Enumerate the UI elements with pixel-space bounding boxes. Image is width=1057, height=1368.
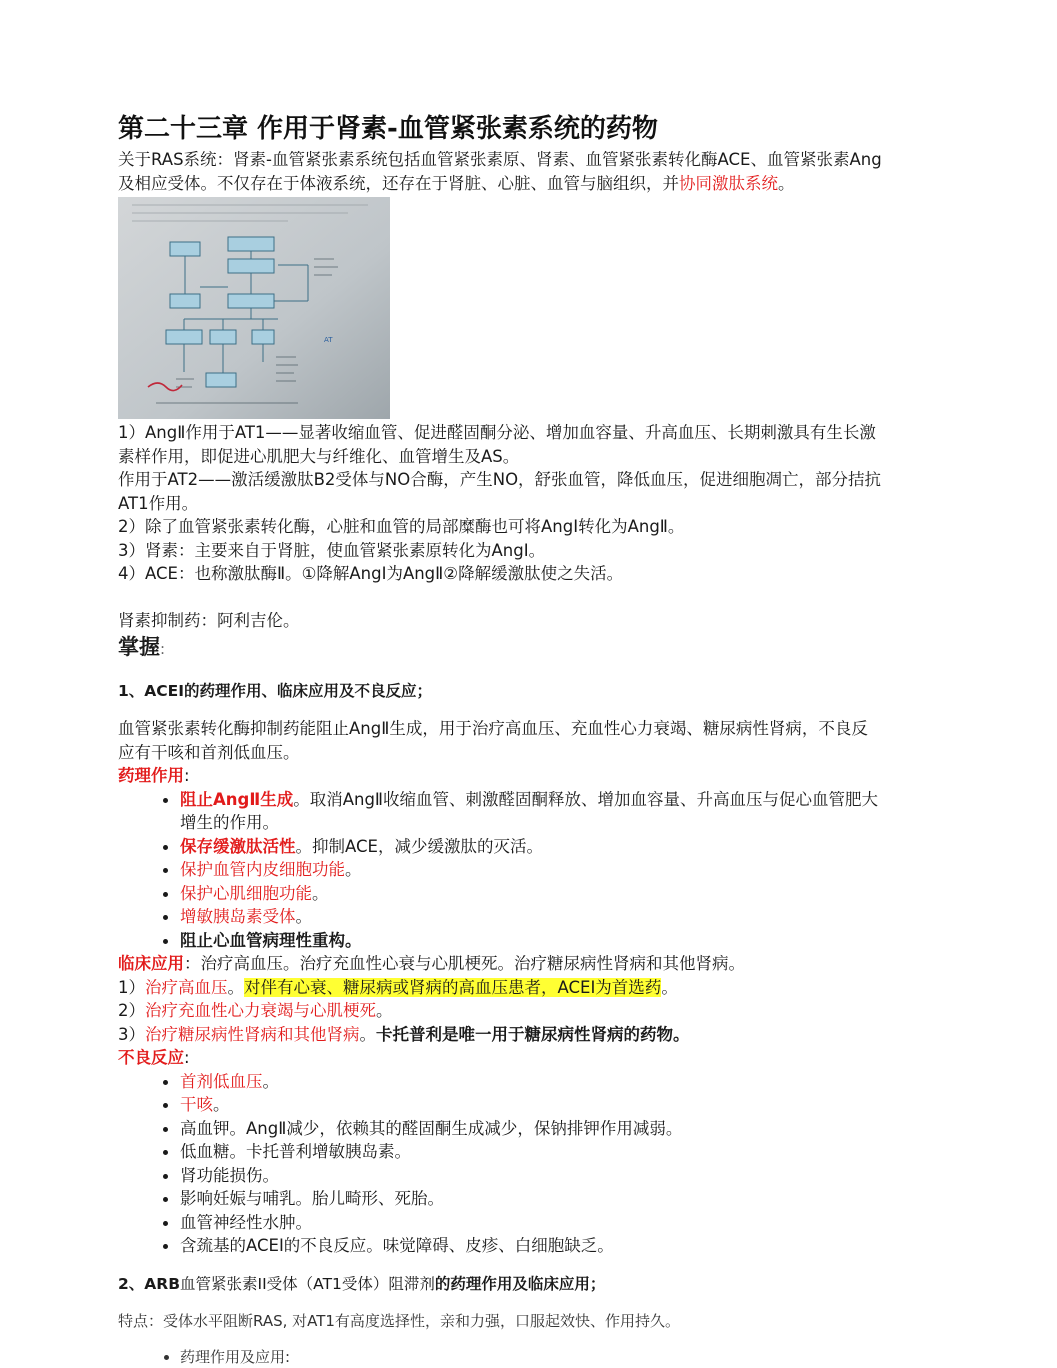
highlighted-text: 对伴有心衰、糖尿病或肾病的高血压患者，ACEI为首选药 <box>244 977 662 997</box>
list-item: • 阻止心血管病理性重构。 <box>180 929 968 953</box>
point-line-6: 3）肾素：主要来自于肾脏，使血管紧张素原转化为AngⅠ。 <box>118 540 546 560</box>
point-line-5: 2）除了血管紧张素转化酶，心脏和血管的局部糜酶也可将AngⅠ转化为AngⅡ。 <box>118 517 685 536</box>
chapter-title: 第二十三章 作用于肾素-血管紧张素系统的药物 <box>118 114 658 144</box>
list-item: • 肾功能损伤。 <box>180 1164 968 1188</box>
adverse-list <box>118 1070 968 1258</box>
list-item: • 高血钾。AngⅡ减少，依赖其的醛固酮生成减少，保钠排钾作用减弱。 <box>180 1117 968 1141</box>
clinical-heading: 临床应用：治疗高血压。治疗充血性心衰与心肌梗死。治疗糖尿病性肾病和其他肾病。 <box>118 954 745 973</box>
list-item: • 药理作用及应用: <box>180 1347 968 1368</box>
ras-diagram-photo <box>118 197 390 419</box>
section2-features: 特点：受体水平阻断RAS, 对AT1有高度选择性，亲和力强，口服起效快、作用持久。 <box>118 1311 680 1330</box>
intro-line-2: 及相应受体。不仅存在于体液系统，还存在于肾脏、心脏、血管与脑组织，并协同激肽系统。 <box>118 173 795 193</box>
clinical-item-3: 3）治疗糖尿病性肾病和其他肾病。卡托普利是唯一用于糖尿病性肾病的药物。 <box>118 1024 690 1044</box>
intro-line-1: 关于RAS系统：肾素-血管紧张素系统包括血管紧张素原、肾素、血管紧张素转化酶ACE、血管紧张素Ang <box>118 150 882 169</box>
list-item: • 低血糖。卡托普利增敏胰岛素。 <box>180 1140 968 1164</box>
diagram-box-b2-receptor <box>166 330 202 344</box>
section1-desc-1: 血管紧张素转化酶抑制药能阻止AngⅡ生成，用于治疗高血压、充血性心力衰竭、糖尿病性肾病，不良反 <box>118 719 868 738</box>
spacer <box>118 586 968 609</box>
list-item: • 血管神经性水肿。 <box>180 1211 968 1235</box>
section2-list <box>118 1347 968 1368</box>
pharm-heading: 药理作用: <box>118 766 190 785</box>
list-item: • 保护血管内皮细胞功能。 <box>180 858 968 882</box>
section1-desc-2: 应有干咳和首剂低血压。 <box>118 742 300 762</box>
point-line-1: 1）AngⅡ作用于AT1——显著收缩血管、促进醛固酮分泌、增加血容量、升高血压、长期刺激具有生长激 <box>118 423 876 442</box>
diagram-box-bradykininogen <box>170 242 200 256</box>
list-item: • 阻止AngⅡ生成。取消AngⅡ收缩血管、刺激醛固酮释放、增加血容量、升高血压与促心血管肥大 增生的作用。 <box>180 788 968 835</box>
list-item: • 保护心肌细胞功能。 <box>180 882 968 906</box>
diagram-box-at2 <box>252 330 274 344</box>
list-item: • 影响妊娠与哺乳。胎儿畸形、死胎。 <box>180 1187 968 1211</box>
clinical-item-2: 2）治疗充血性心力衰竭与心肌梗死。 <box>118 1001 393 1020</box>
master-heading: 掌握: <box>118 635 166 659</box>
list-item: • 干咳。 <box>180 1093 968 1117</box>
renin-inhibitor-line: 肾素抑制药：阿利吉伦。 <box>118 610 300 630</box>
diagram-box-inactive <box>170 294 200 308</box>
diagram-box-ang2 <box>228 294 274 308</box>
section2-title: 2、ARB血管紧张素II受体（AT1受体）阻滞剂的药理作用及临床应用； <box>118 1275 606 1293</box>
point-line-4: AT1作用。 <box>118 493 199 513</box>
blue-pen-note: AT <box>324 336 333 344</box>
pharm-list <box>118 788 968 953</box>
list-item: • 含巯基的ACEI的不良反应。味觉障碍、皮疹、白细胞缺乏。 <box>180 1234 968 1258</box>
ras-diagram <box>118 197 390 419</box>
document-page <box>118 110 968 1368</box>
section1-title: 1、ACEI的药理作用、临床应用及不良反应； <box>118 681 433 700</box>
point-line-3: 作用于AT2——激活缓激肽B2受体与NO合酶，产生NO，舒张血管，降低血压，促进细胞凋亡，部分拮抗 <box>118 470 882 489</box>
kinin-system-text: 协同激肽系统 <box>679 173 778 193</box>
diagram-box-aldosterone <box>206 373 236 387</box>
clinical-item-1: 1）治疗高血压。对伴有心衰、糖尿病或肾病的高血压患者，ACEI为首选药。 <box>118 977 678 997</box>
list-item: • 首剂低血压。 <box>180 1070 968 1094</box>
adverse-heading: 不良反应: <box>118 1048 190 1067</box>
list-item: • 增敏胰岛素受体。 <box>180 905 968 929</box>
point-line-2: 素样作用，即促进心肌肥大与纤维化、血管增生及AS。 <box>118 446 520 466</box>
diagram-box-at1 <box>210 330 236 344</box>
list-item: • 保存缓激肽活性。抑制ACE，减少缓激肽的灭活。 <box>180 835 968 859</box>
point-line-7: 4）ACE：也称激肽酶Ⅱ。①降解AngⅠ为AngⅡ②降解缓激肽使之失活。 <box>118 564 624 583</box>
diagram-box-ang1 <box>228 259 274 273</box>
diagram-box-angiotensinogen <box>228 237 274 251</box>
